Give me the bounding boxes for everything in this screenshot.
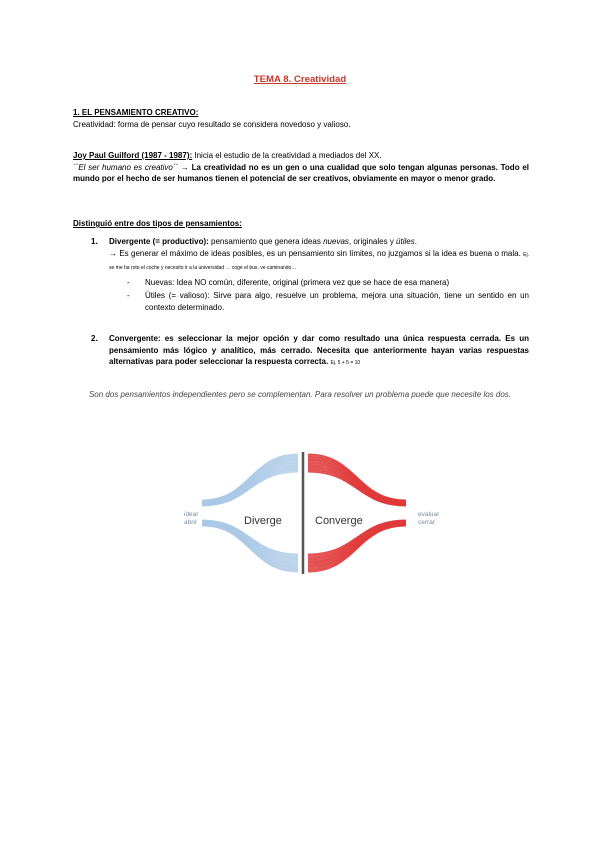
list-number-1: 1. xyxy=(91,237,98,246)
sub-item-useful: Útiles (= valioso): Sirve para algo, resuelve un problema, mejora una situación, tiene un sentido en un contexto determinado. xyxy=(145,291,529,312)
sub-item-new: Nuevas: Idea NO común, diferente, original (primera vez que se hace de esa manera) xyxy=(145,278,450,287)
diverge-converge-diagram xyxy=(160,448,450,578)
divergent-sep: , originales y xyxy=(348,237,397,246)
divergent-desc: pensamiento que genera ideas xyxy=(211,237,324,246)
convergent-item xyxy=(109,333,529,370)
sub-bullet-dash: - xyxy=(127,291,130,300)
divergent-word-useful: útiles xyxy=(396,237,415,246)
types-heading: Distinguió entre dos tipos de pensamientos: xyxy=(73,219,242,228)
convergent-text: Convergente: es seleccionar la mejor opción y dar como resultado una única respuesta cerrada. Es un pensamiento más lógico y analítico, más cerrado. Necesita que anteriormente hayan varias respuestas alternativas para poder seleccionar la respuesta correcta. xyxy=(109,334,529,366)
guilford-quote-rest: → La creatividad no es un gen o una cualidad que solo tengan algunas personas. Todo el mundo por el hecho de ser humanos tienen el potencial de ser creativos, obviamente en mayor o menor grado. xyxy=(73,162,529,183)
page-title: TEMA 8. Creatividad xyxy=(253,74,347,85)
divergent-title: Divergente (= productivo): xyxy=(109,237,212,246)
guilford-quote: ´´El ser humano es creativo´´ xyxy=(73,162,179,172)
divergent-word-new: nuevas xyxy=(323,237,349,246)
label-idear: idear xyxy=(184,511,199,518)
guilford-paragraph xyxy=(73,150,529,185)
creativity-definition: Creatividad: forma de pensar cuyo resultado se considera novedoso y valioso. xyxy=(73,120,351,129)
divergent-end: . xyxy=(414,237,417,246)
label-diverge: Diverge xyxy=(244,515,282,527)
convergent-example: Ej. 5 + 5 = 10 xyxy=(330,360,361,366)
divergent-item xyxy=(109,236,529,275)
converge-fan xyxy=(308,454,406,572)
sub-bullet-dash: - xyxy=(127,278,130,287)
summary-note: Son dos pensamientos independientes pero se complementan. Para resolver un problema puede que necesite los dos. xyxy=(88,390,512,399)
label-converge: Converge xyxy=(315,515,363,527)
divergent-example: Ej. se me ha roto el coche y necesito ir a la universidad → coge el bus, ve caminando… xyxy=(109,251,529,271)
list-number-2: 2. xyxy=(91,334,98,343)
guilford-author: Joy Paul Guilford (1987 - 1987): xyxy=(73,151,193,160)
guilford-intro: Inicia el estudio de la creatividad a mediados del XX. xyxy=(192,151,382,160)
section-heading: 1. EL PENSAMIENTO CREATIVO: xyxy=(73,108,199,117)
label-cerrar: cerrar xyxy=(418,519,435,526)
diverge-fan xyxy=(202,454,298,572)
label-abrir: abrir xyxy=(184,519,198,526)
label-evaluar: evaluar xyxy=(418,511,440,518)
divergent-explanation: → Es generar el máximo de ideas posibles, es un pensamiento sin límites, no juzgamos si la idea es buena o mala. xyxy=(109,248,524,258)
